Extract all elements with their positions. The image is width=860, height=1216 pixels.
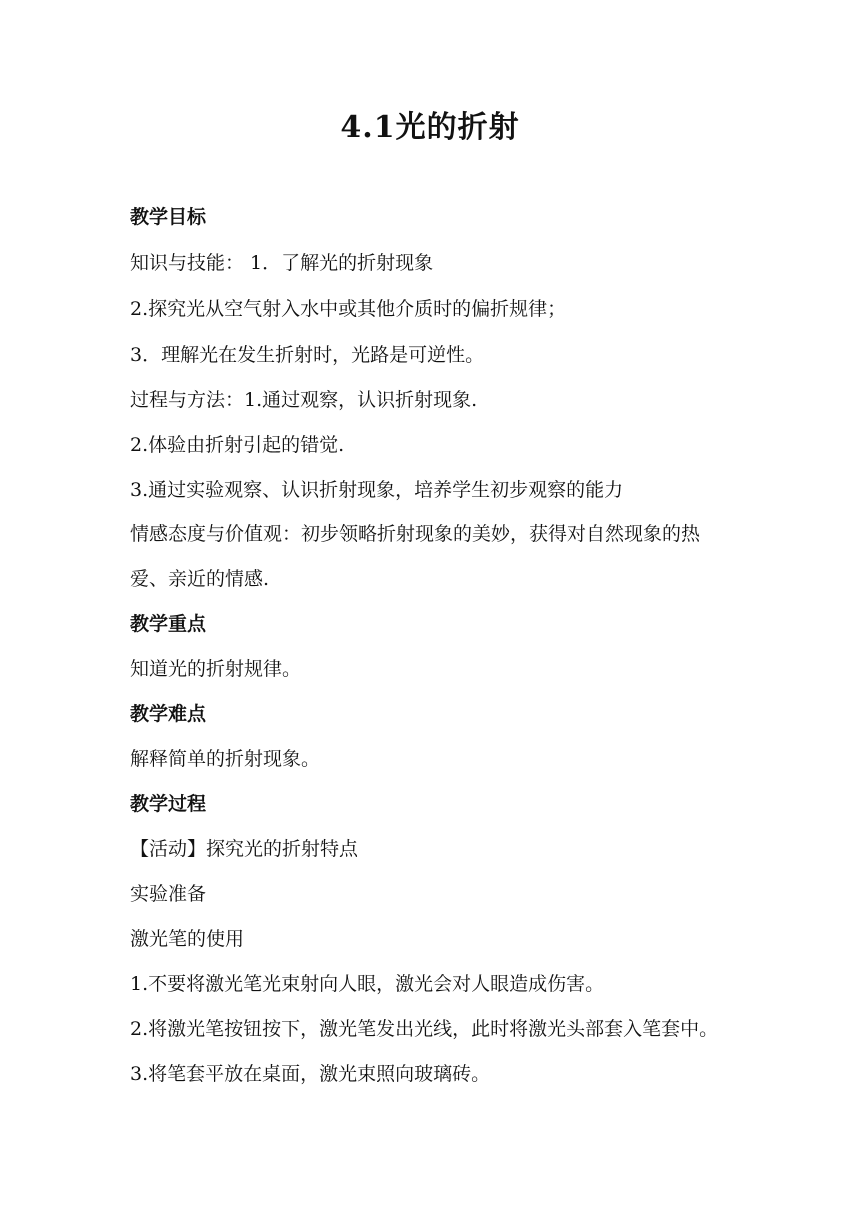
section-heading-objectives: 教学目标 xyxy=(130,206,207,228)
text-line: 解释简单的折射现象。 xyxy=(130,748,321,770)
text-line: 情感态度与价值观：初步领略折射现象的美妙，获得对自然现象的热 xyxy=(130,523,701,545)
text-line: 3.将笔套平放在桌面，激光束照向玻璃砖。 xyxy=(130,1063,491,1085)
section-heading-process: 教学过程 xyxy=(130,793,207,815)
document-title: 4.1光的折射 xyxy=(340,110,520,145)
text-line: 激光笔的使用 xyxy=(130,928,245,950)
text-line: 2.体验由折射引起的错觉. xyxy=(130,434,345,456)
text-line: 3.通过实验观察、认识折射现象，培养学生初步观察的能力 xyxy=(130,479,624,501)
text-line: 3．理解光在发生折射时，光路是可逆性。 xyxy=(130,344,485,366)
text-line: 实验准备 xyxy=(130,883,207,905)
text-line: 爱、亲近的情感. xyxy=(130,568,270,590)
text-line: 2.将激光笔按钮按下，激光笔发出光线，此时将激光头部套入笔套中。 xyxy=(130,1018,719,1040)
text-line: 知识与技能： 1．了解光的折射现象 xyxy=(130,252,434,274)
text-line: 过程与方法：1.通过观察，认识折射现象. xyxy=(130,389,478,411)
text-line: 2.探究光从空气射入水中或其他介质时的偏折规律； xyxy=(130,298,567,320)
text-line: 【活动】探究光的折射特点 xyxy=(130,838,359,860)
text-line: 1.不要将激光笔光束射向人眼，激光会对人眼造成伤害。 xyxy=(130,973,605,995)
section-heading-difficulties: 教学难点 xyxy=(130,703,207,725)
text-line: 知道光的折射规律。 xyxy=(130,658,302,680)
section-heading-key-points: 教学重点 xyxy=(130,613,207,635)
